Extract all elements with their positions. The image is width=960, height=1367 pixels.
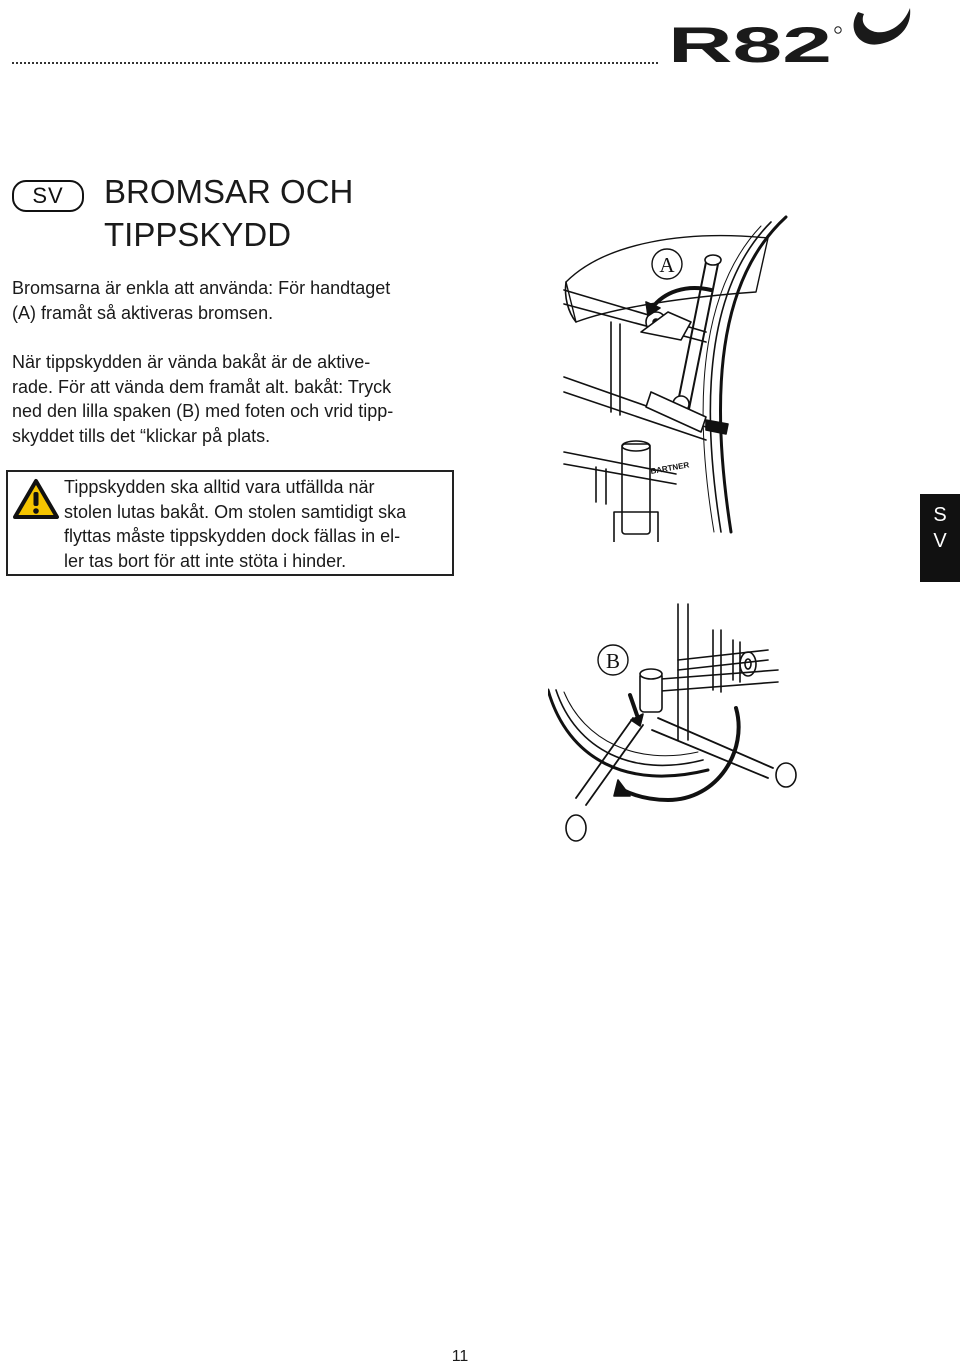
warning-triangle-icon — [12, 478, 60, 520]
warning-line-3: flyttas måste tippskydden dock fällas in el- — [64, 526, 401, 546]
logo-swoosh-icon — [854, 8, 911, 45]
guard-arm-back — [652, 718, 773, 778]
tipping-paragraph — [12, 350, 452, 448]
label-b: B — [605, 649, 621, 673]
language-badge: SV — [12, 180, 84, 212]
frame-brand-text: BARTNER — [649, 460, 690, 476]
tipping-line-2: rade. För att vända dem framåt alt. bakåt: Tryck — [12, 376, 392, 397]
label-a: A — [659, 253, 675, 277]
side-tab-line-2: V — [933, 530, 947, 552]
lever-arrow — [630, 695, 638, 718]
tipping-line-1: När tippskydden är vända bakåt är de aktive- — [12, 352, 371, 372]
warning-line-4: ler tas bort för att inte stöta i hinder. — [64, 550, 347, 571]
wheel-rim — [720, 217, 786, 532]
brake-illustration — [556, 212, 796, 542]
caster-post — [622, 444, 650, 534]
rotate-arrow — [652, 288, 711, 308]
title-line-2: TIPPSKYDD — [104, 216, 292, 253]
warning-box — [6, 470, 454, 576]
frame-tube — [678, 604, 688, 740]
brake-paragraph — [12, 276, 452, 325]
brake-line-2: (A) framåt så aktiveras bromsen. — [12, 302, 274, 323]
title-line-1: BROMSAR OCH — [104, 173, 354, 210]
brand-wordmark: R82 — [668, 17, 832, 66]
tipping-line-3: ned den lilla spaken (B) med foten och vrid tipp- — [12, 401, 394, 421]
tipping-line-4: skyddet tills det “klickar på plats. — [12, 425, 271, 446]
side-tab-line-1: S — [933, 504, 947, 526]
tipping-guard-illustration — [548, 600, 810, 850]
brake-line-1: Bromsarna är enkla att använda: För handtaget — [12, 278, 391, 298]
warning-line-1: Tippskydden ska alltid vara utfällda när — [64, 477, 375, 497]
warning-line-2: stolen lutas bakåt. Om stolen samtidigt ska — [64, 501, 407, 522]
r82-logo — [668, 4, 918, 66]
language-side-tab — [920, 494, 960, 582]
header-dotted-rule — [12, 62, 658, 64]
page-title — [104, 170, 353, 256]
page-number: 11 — [451, 1348, 469, 1365]
warning-text — [64, 475, 450, 573]
